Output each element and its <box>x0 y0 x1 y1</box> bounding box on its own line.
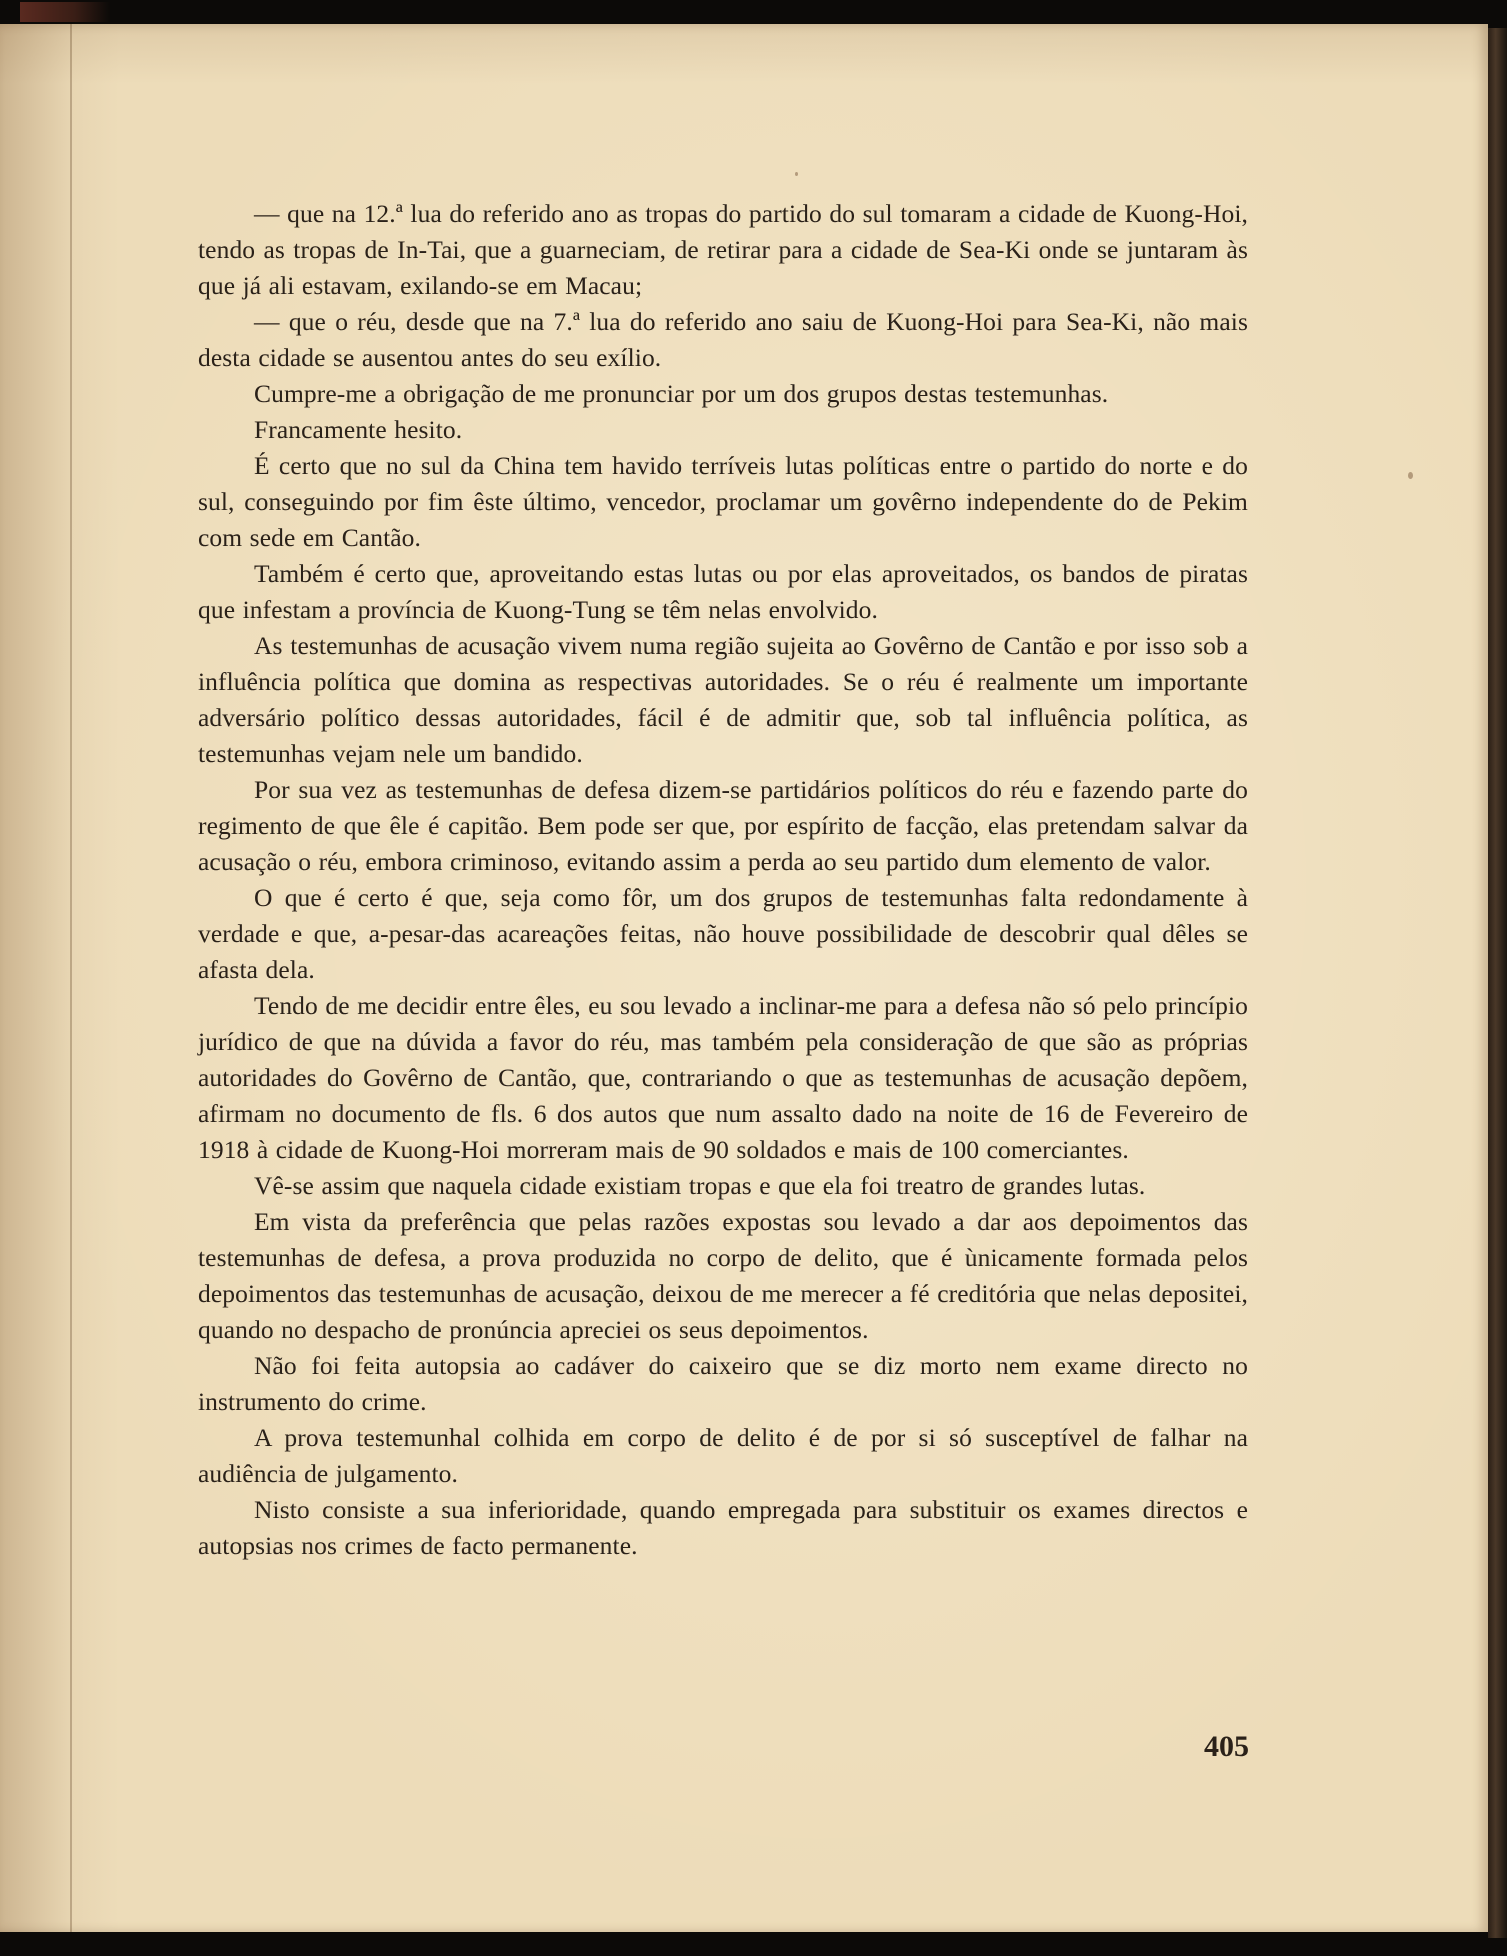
paragraph: Também é certo que, aproveitando estas lutas ou por elas aproveitados, os bandos de piratas que infestam a província de Kuong-Tung se têm nelas envolvido. <box>198 559 1248 624</box>
paragraph: Francamente hesito. <box>254 415 463 444</box>
paragraph: — que na 12.ª lua do referido ano as tropas do partido do sul tomaram a cidade de Kuong-Hoi, tendo as tropas de In-Tai, que a guarneciam, de retirar para a cidade de Sea-Ki onde se juntaram às que já ali estavam, exilando-se em Macau; <box>198 199 1248 300</box>
paragraph: As testemunhas de acusação vivem numa região sujeita ao Govêrno de Cantão e por isso sob a influência política que domina as respectivas autoridades. Se o réu é realmente um importante adversário político dessas autoridades, fácil é de admitir que, sob tal influência política, as testemunhas vejam nele um bandido. <box>198 631 1248 768</box>
page-edge <box>1488 28 1507 1938</box>
page-number: 405 <box>1204 1730 1249 1763</box>
paper-speck <box>795 172 798 176</box>
paragraph: Nisto consiste a sua inferioridade, quando empregada para substituir os exames directos e autopsias nos crimes de facto permanente. <box>198 1495 1248 1560</box>
paragraph: É certo que no sul da China tem havido terríveis lutas políticas entre o partido do norte e do sul, conseguindo por fim êste último, vencedor, proclamar um govêrno independente do de Pekim com sede em Cantão. <box>198 451 1248 552</box>
paragraph: A prova testemunhal colhida em corpo de delito é de por si só susceptível de falhar na audiência de julgamento. <box>198 1423 1248 1488</box>
page-corner-mark <box>20 2 110 22</box>
paragraph: Vê-se assim que naquela cidade existiam tropas e que ela foi treatro de grandes lutas. <box>254 1171 1146 1200</box>
paragraph: Em vista da preferência que pelas razões expostas sou levado a dar aos depoimentos das testemunhas de defesa, a prova produzida no corpo de delito, que é ùnicamente formada pelos depoimentos das testemunhas de acusação, deixou de me merecer a fé creditória que nelas depositei, quando no despacho de pronúncia apreciei os seus depoimentos. <box>198 1207 1248 1344</box>
paragraph: Cumpre-me a obrigação de me pronunciar por um dos grupos destas testemunhas. <box>254 379 1109 408</box>
binding-line <box>70 24 72 1932</box>
body-text <box>198 196 1248 1564</box>
paragraph: — que o réu, desde que na 7.ª lua do referido ano saiu de Kuong-Hoi para Sea-Ki, não mais desta cidade se ausentou antes do seu exílio. <box>198 307 1248 372</box>
paragraph: Não foi feita autopsia ao cadáver do caixeiro que se diz morto nem exame directo no instrumento do crime. <box>198 1351 1248 1416</box>
paragraph: Por sua vez as testemunhas de defesa dizem-se partidários políticos do réu e fazendo parte do regimento de que êle é capitão. Bem pode ser que, por espírito de facção, elas pretendam salvar da acusação o réu, embora criminoso, evitando assim a perda ao seu partido dum elemento de valor. <box>198 775 1248 876</box>
paragraph: O que é certo é que, seja como fôr, um dos grupos de testemunhas falta redondamente à verdade e que, a-pesar-das acareações feitas, não houve possibilidade de descobrir qual dêles se afasta dela. <box>198 883 1248 984</box>
paragraph: Tendo de me decidir entre êles, eu sou levado a inclinar-me para a defesa não só pelo princípio jurídico de que na dúvida a favor do réu, mas também pela consideração de que são as próprias autoridades do Govêrno de Cantão, que, contrariando o que as testemunhas de acusação depõem, afirmam no documento de fls. 6 dos autos que num assalto dado na noite de 16 de Fevereiro de 1918 à cidade de Kuong-Hoi morreram mais de 90 soldados e mais de 100 comerciantes. <box>198 991 1248 1164</box>
paper-speck <box>1408 472 1413 479</box>
